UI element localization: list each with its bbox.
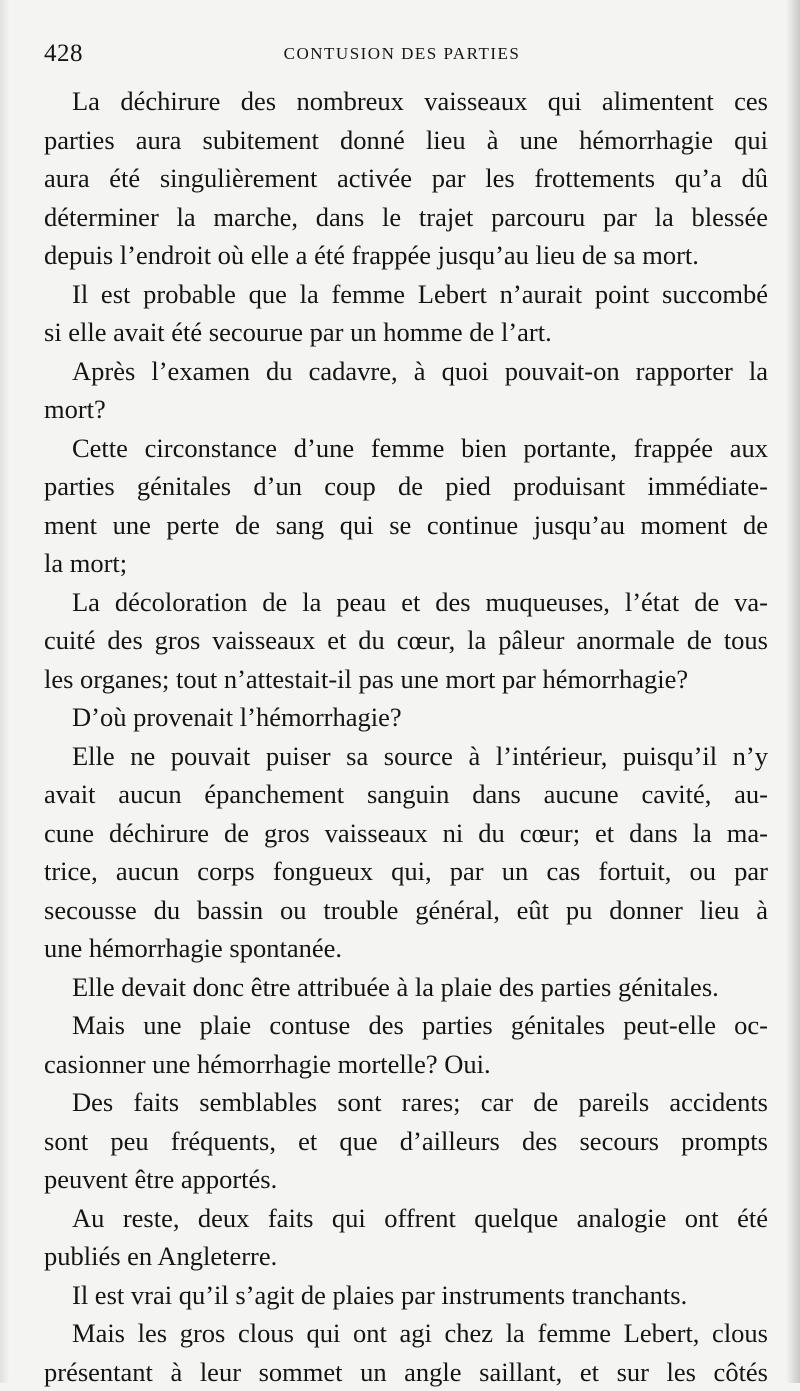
- text-line: déterminer la marche, dans le trajet parcouru par la blessée: [44, 198, 768, 237]
- text-line: parties génitales d’un coup de pied produisant immédiate-: [44, 467, 768, 506]
- text-line: Après l’examen du cadavre, à quoi pouvait-on rapporter la: [44, 352, 768, 391]
- text-line: mort?: [44, 390, 768, 429]
- text-line: ment une perte de sang qui se continue jusqu’au moment de: [44, 506, 768, 545]
- text-line: La décoloration de la peau et des muqueuses, l’état de va-: [44, 583, 768, 622]
- text-line: avait aucun épanchement sanguin dans aucune cavité, au-: [44, 775, 768, 814]
- scan-shadow-left: [0, 0, 10, 1383]
- text-line: Il est vrai qu’il s’agit de plaies par instruments tranchants.: [44, 1276, 768, 1315]
- page-number: 428: [44, 40, 83, 68]
- text-line: casionner une hémorrhagie mortelle? Oui.: [44, 1045, 768, 1084]
- text-line: les organes; tout n’attestait-il pas une mort par hémorrhagie?: [44, 660, 768, 699]
- text-line: Cette circonstance d’une femme bien portante, frappée aux: [44, 429, 768, 468]
- text-line: La déchirure des nombreux vaisseaux qui alimentent ces: [44, 82, 768, 121]
- text-line: une hémorrhagie spontanée.: [44, 929, 768, 968]
- text-line: Elle ne pouvait puiser sa source à l’intérieur, puisqu’il n’y: [44, 737, 768, 776]
- text-line: sont peu fréquents, et que d’ailleurs des secours prompts: [44, 1122, 768, 1161]
- text-line: cuité des gros vaisseaux et du cœur, la pâleur anormale de tous: [44, 621, 768, 660]
- text-line: aura été singulièrement activée par les frottements qu’a dû: [44, 159, 768, 198]
- running-head: [44, 40, 760, 74]
- text-line: peuvent être apportés.: [44, 1160, 768, 1199]
- text-line: depuis l’endroit où elle a été frappée jusqu’au lieu de sa mort.: [44, 236, 768, 275]
- text-line: D’où provenait l’hémorrhagie?: [44, 698, 768, 737]
- text-line: Mais une plaie contuse des parties génitales peut-elle oc-: [44, 1006, 768, 1045]
- text-line: cune déchirure de gros vaisseaux ni du cœur; et dans la ma-: [44, 814, 768, 853]
- text-line: Au reste, deux faits qui offrent quelque analogie ont été: [44, 1199, 768, 1238]
- text-line: Il est probable que la femme Lebert n’aurait point succombé: [44, 275, 768, 314]
- text-line: Elle devait donc être attribuée à la plaie des parties génitales.: [44, 968, 768, 1007]
- text-line: parties aura subitement donné lieu à une hémorrhagie qui: [44, 121, 768, 160]
- text-line: secousse du bassin ou trouble général, eût pu donner lieu à: [44, 891, 768, 930]
- text-line: trice, aucun corps fongueux qui, par un cas fortuit, ou par: [44, 852, 768, 891]
- scan-shadow-right: [786, 0, 800, 1383]
- text-line: publiés en Angleterre.: [44, 1237, 768, 1276]
- text-line: si elle avait été secourue par un homme de l’art.: [44, 313, 768, 352]
- text-line: Mais les gros clous qui ont agi chez la femme Lebert, clous: [44, 1314, 768, 1353]
- running-title: CONTUSION DES PARTIES: [44, 44, 760, 64]
- text-line: Des faits semblables sont rares; car de pareils accidents: [44, 1083, 768, 1122]
- text-line: présentant à leur sommet un angle saillant, et sur les côtés: [44, 1353, 768, 1391]
- body-text: [44, 82, 768, 1391]
- text-line: la mort;: [44, 544, 768, 583]
